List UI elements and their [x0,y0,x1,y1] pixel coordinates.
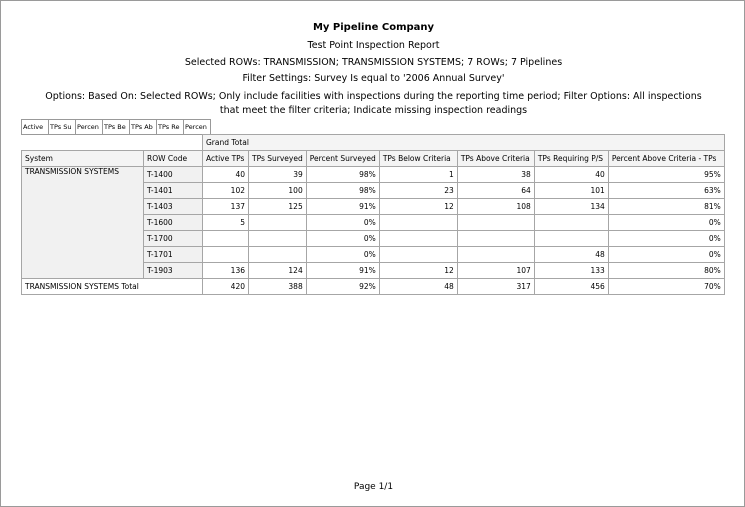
table-row [22,167,725,183]
total-pct-above: 70% [608,279,724,295]
row-code: T-1400 [144,167,203,183]
column-header[interactable]: Percent Surveyed [306,151,379,167]
cell-requiring: 40 [534,167,608,183]
row-code: T-1401 [144,183,203,199]
cell-surveyed: 124 [249,263,307,279]
total-requiring: 456 [534,279,608,295]
row-code: T-1600 [144,215,203,231]
pivot-table [21,134,725,295]
total-pct-surveyed: 92% [306,279,379,295]
column-header[interactable]: Active TPs [203,151,249,167]
report-title: Test Point Inspection Report [307,40,440,51]
cell-pct-surveyed: 0% [306,231,379,247]
cell-pct-above: 63% [608,183,724,199]
cell-below [379,215,457,231]
column-header-row [22,151,725,167]
system-cell: TRANSMISSION SYSTEMS [22,167,144,279]
cell-requiring: 48 [534,247,608,263]
column-header[interactable]: ROW Code [144,151,203,167]
total-row [22,279,725,295]
data-field-list [21,119,211,135]
cell-active: 5 [203,215,249,231]
cell-surveyed [249,231,307,247]
selected-rows-line: Selected ROWs: TRANSMISSION; TRANSMISSION SYSTEMS; 7 ROWs; 7 Pipelines [184,57,563,68]
cell-requiring: 134 [534,199,608,215]
field-chip[interactable]: TPs Be [103,120,130,134]
cell-pct-surveyed: 0% [306,215,379,231]
cell-requiring: 133 [534,263,608,279]
cell-pct-above: 81% [608,199,724,215]
column-header[interactable]: System [22,151,144,167]
cell-above [457,231,534,247]
cell-active [203,247,249,263]
cell-below: 23 [379,183,457,199]
row-code: T-1903 [144,263,203,279]
total-below: 48 [379,279,457,295]
cell-below: 1 [379,167,457,183]
cell-pct-above: 0% [608,231,724,247]
cell-pct-surveyed: 91% [306,263,379,279]
cell-active [203,231,249,247]
total-above: 317 [457,279,534,295]
cell-below: 12 [379,263,457,279]
cell-above: 107 [457,263,534,279]
row-code: T-1701 [144,247,203,263]
cell-active: 137 [203,199,249,215]
cell-surveyed [249,215,307,231]
cell-pct-surveyed: 98% [306,183,379,199]
total-label: TRANSMISSION SYSTEMS Total [22,279,203,295]
company-name: My Pipeline Company [312,22,435,33]
cell-below [379,231,457,247]
row-code: T-1700 [144,231,203,247]
field-chip[interactable]: Percen [185,123,207,131]
field-chip[interactable]: TPs Su [49,120,76,134]
total-active: 420 [203,279,249,295]
field-chip[interactable]: TPs Ab [130,120,157,134]
cell-pct-above: 0% [608,247,724,263]
total-surveyed: 388 [249,279,307,295]
column-header[interactable]: TPs Requiring P/S [534,151,608,167]
cell-active: 102 [203,183,249,199]
cell-surveyed: 100 [249,183,307,199]
cell-above [457,215,534,231]
cell-pct-surveyed: 91% [306,199,379,215]
cell-requiring [534,215,608,231]
cell-pct-above: 80% [608,263,724,279]
column-header[interactable]: TPs Below Criteria [379,151,457,167]
column-header[interactable]: Percent Above Criteria - TPs [608,151,724,167]
column-header[interactable]: TPs Surveyed [249,151,307,167]
cell-pct-above: 0% [608,215,724,231]
cell-pct-surveyed: 98% [306,167,379,183]
field-chip[interactable]: Active [22,120,49,134]
options-line-2: that meet the filter criteria; Indicate missing inspection readings [219,105,528,116]
column-header[interactable]: TPs Above Criteria [457,151,534,167]
cell-above: 108 [457,199,534,215]
cell-surveyed [249,247,307,263]
options-line-1: Options: Based On: Selected ROWs; Only include facilities with inspections during the reporting time period; Filter Options: All inspections [45,91,702,102]
cell-below: 12 [379,199,457,215]
cell-active: 136 [203,263,249,279]
cell-active: 40 [203,167,249,183]
cell-pct-surveyed: 0% [306,247,379,263]
cell-above: 38 [457,167,534,183]
row-code: T-1403 [144,199,203,215]
cell-surveyed: 125 [249,199,307,215]
cell-pct-above: 95% [608,167,724,183]
field-chip[interactable]: Percen [76,120,103,134]
cell-below [379,247,457,263]
filter-settings-line: Filter Settings: Survey Is equal to '2006 Annual Survey' [242,73,505,84]
cell-above: 64 [457,183,534,199]
field-chip[interactable]: TPs Re [157,120,184,134]
cell-above [457,247,534,263]
cell-requiring [534,231,608,247]
grand-total-header: Grand Total [203,135,725,151]
cell-surveyed: 39 [249,167,307,183]
page-number: Page 1/1 [353,482,394,492]
cell-requiring: 101 [534,183,608,199]
